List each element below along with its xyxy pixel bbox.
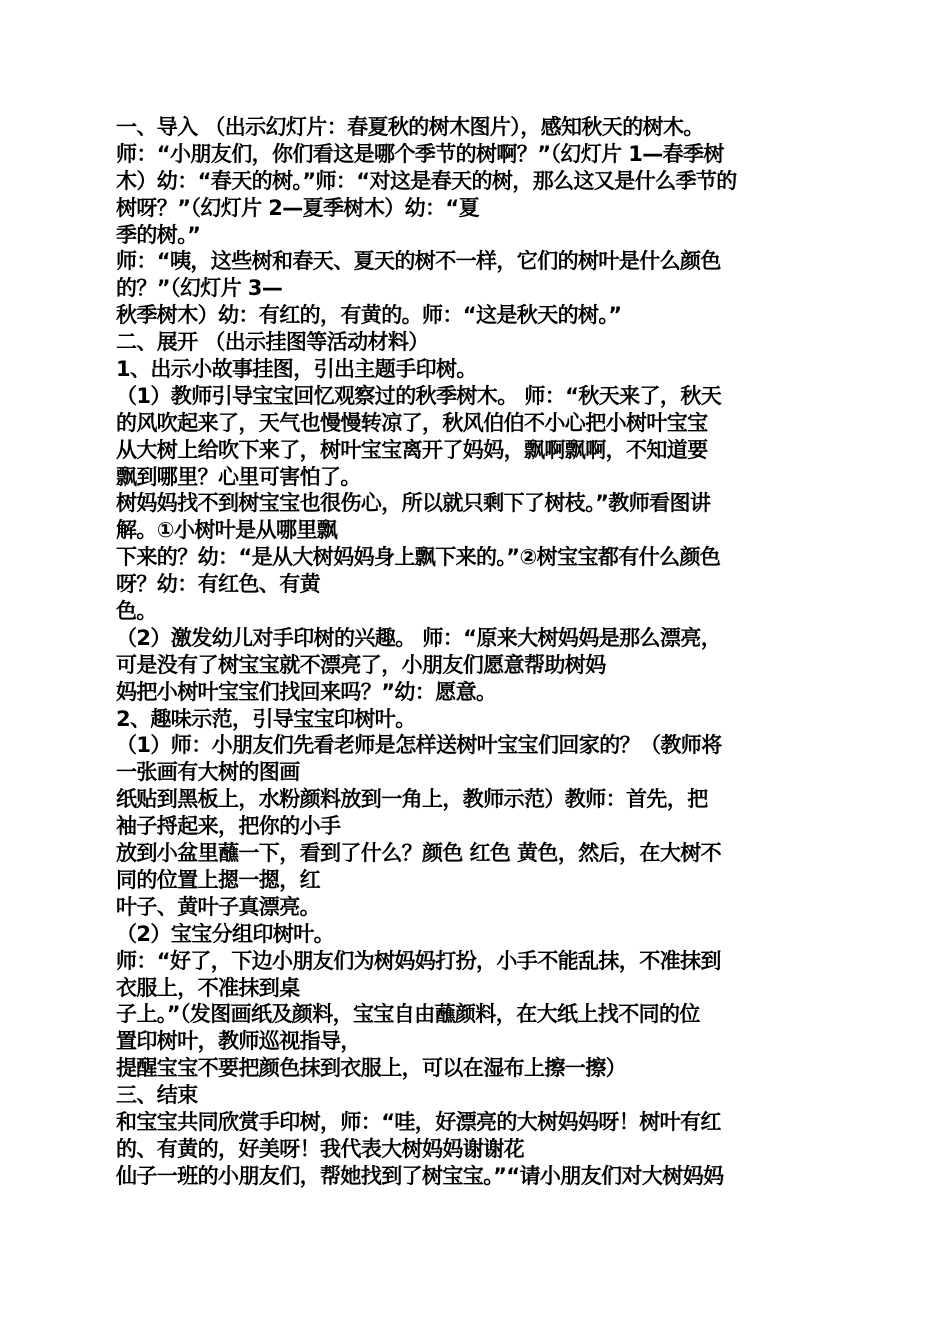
text-line: 妈把小树叶宝宝们找回来吗？”幼：愿意。 [116, 679, 497, 704]
text-line: 飘到哪里？心里可害怕了。 [116, 464, 361, 489]
text-line: （2）激发幼儿对手印树的兴趣。 师：“原来大树妈妈是那么漂亮， [116, 625, 722, 650]
text-line: 解。①小树叶是从哪里飘 [116, 518, 338, 543]
text-line: 的风吹起来了，天气也慢慢转凉了，秋风伯伯不小心把小树叶宝宝 [116, 410, 708, 435]
text-line: 同的位置上摁一摁，红 [116, 867, 320, 892]
text-line: 放到小盆里蘸一下，看到了什么？颜色 红色 黄色，然后，在大树不 [116, 841, 722, 866]
text-line: 下来的？幼：“是从大树妈妈身上飘下来的。”②树宝宝都有什么颜色 [116, 545, 721, 570]
text-line: 衣服上，不准抹到桌 [116, 975, 300, 1000]
text-line: 和宝宝共同欣赏手印树，师：“哇，好漂亮的大树妈妈呀！树叶有红 [116, 1109, 721, 1134]
text-line: 纸贴到黑板上，水粉颜料放到一角上，教师示范）教师：首先，把 [116, 787, 708, 812]
text-line: 二、展开 （出示挂图等活动材料） [116, 330, 429, 355]
text-line: （1）教师引导宝宝回忆观察过的秋季树木。 师：“秋天来了，秋天 [116, 383, 722, 408]
text-line: 秋季树木）幼：有红的，有黄的。师：“这是秋天的树。” [116, 303, 622, 328]
text-line: 2、趣味示范，引导宝宝印树叶。 [116, 706, 416, 731]
text-line: 1、出示小故事挂图，引出主题手印树。 [116, 357, 477, 382]
text-line: 子上。”（发图画纸及颜料，宝宝自由蘸颜料，在大纸上找不同的位 [116, 1002, 700, 1027]
text-line: 一、导入 （出示幻灯片：春夏秋的树木图片），感知秋天的树木。 [116, 115, 704, 139]
text-line: 从大树上给吹下来了，树叶宝宝离开了妈妈，飘啊飘啊，不知道要 [116, 437, 708, 462]
text-line: （2）宝宝分组印树叶。 [116, 921, 335, 946]
text-line: 呀？幼：有红色、有黄 [116, 572, 320, 597]
text-line: 袖子捋起来，把你的小手 [116, 814, 341, 839]
text-line: 的、有黄的，好美呀！我代表大树妈妈谢谢花 [116, 1136, 524, 1161]
text-line: 色。 [116, 599, 157, 624]
text-line: 仙子一班的小朋友们，帮她找到了树宝宝。”“请小朋友们对大树妈妈 [116, 1163, 724, 1188]
text-line: 可是没有了树宝宝就不漂亮了，小朋友们愿意帮助树妈 [116, 652, 606, 677]
text-line: 师：“小朋友们，你们看这是哪个季节的树啊？”（幻灯片 1—春季树 [116, 141, 724, 166]
text-line: 一张画有大树的图画 [116, 760, 300, 785]
text-line: 木）幼：“春天的树。”师：“对这是春天的树，那么这又是什么季节的 [116, 168, 737, 193]
text-line: 提醒宝宝不要把颜色抹到衣服上，可以在湿布上擦一擦） [116, 1056, 626, 1081]
text-line: 的？”（幻灯片 3— [116, 276, 283, 301]
text-line: 置印树叶，教师巡视指导， [116, 1029, 361, 1054]
text-line: 叶子、黄叶子真漂亮。 [116, 894, 320, 919]
text-line: 师：“好了，下边小朋友们为树妈妈打扮，小手不能乱抹，不准抹到 [116, 948, 721, 973]
text-line: （1）师：小朋友们先看老师是怎样送树叶宝宝们回家的？（教师将 [116, 733, 722, 758]
text-line: 树妈妈找不到树宝宝也很伤心，所以就只剩下了树枝。”教师看图讲 [116, 491, 711, 516]
text-line: 师：“咦，这些树和春天、夏天的树不一样，它们的树叶是什么颜色 [116, 249, 721, 274]
text-line: 三、结束 [116, 1083, 198, 1108]
text-line: 树呀？”（幻灯片 2—夏季树木）幼：“夏 [116, 195, 480, 220]
document-body [116, 114, 836, 1190]
text-line: 季的树。” [116, 222, 201, 247]
